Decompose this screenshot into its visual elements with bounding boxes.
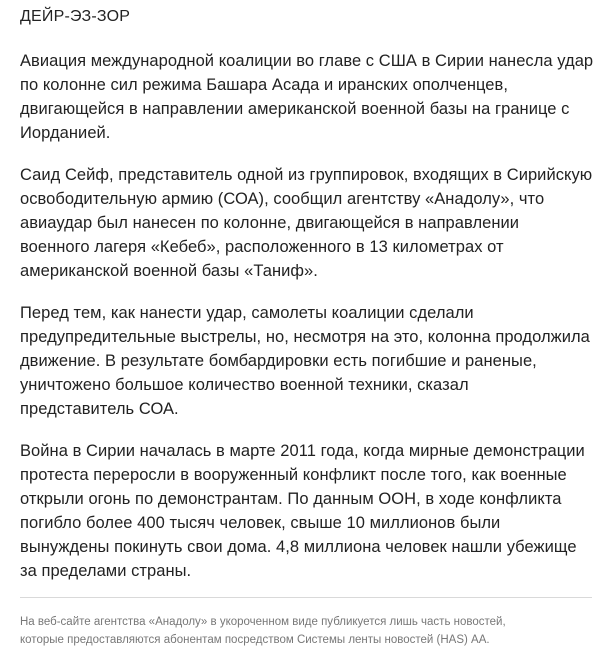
paragraph-line: по колонне сил режима Башара Асада и иранских ополченцев, — [20, 76, 508, 94]
footer-note-line: На веб-сайте агентства «Анадолу» в укороченном виде публикуется лишь часть новостей, — [20, 616, 506, 628]
paragraph-line: Война в Сирии началась в марте 2011 года, когда мирные демонстрации — [20, 442, 585, 460]
article-paragraph-3 — [20, 301, 606, 421]
article-dateline: ДЕЙР-ЭЗ-ЗОР — [20, 8, 131, 25]
paragraph-line: Авиация международной коалиции во главе с США в Сирии нанесла удар — [20, 52, 594, 70]
article-paragraph-4 — [20, 439, 606, 583]
paragraph-line: уничтожено большое количество военной техники, сказал — [20, 376, 469, 394]
footer-note-line: которые предоставляются абонентам посредством Системы ленты новостей (HAS) АА. — [20, 634, 490, 646]
paragraph-line: вынуждены покинуть свои дома. 4,8 миллиона человек нашли убежище — [20, 538, 577, 556]
paragraph-line: предупредительные выстрелы, но, несмотря на это, колонна продолжила — [20, 328, 590, 346]
paragraph-line: погибло более 400 тысяч человек, свыше 10 миллионов были — [20, 514, 501, 532]
paragraph-line: освободительную армию (СОА), сообщил агентству «Анадолу», что — [20, 190, 545, 208]
paragraph-line: авиаудар был нанесен по колонне, двигающейся в направлении — [20, 214, 520, 232]
paragraph-line: представитель СОА. — [20, 400, 179, 418]
paragraph-line: открыли огонь по демонстрантам. По данным ООН, в ходе конфликта — [20, 490, 562, 508]
paragraph-line: американской военной базы «Таниф». — [20, 262, 318, 280]
paragraph-line: за пределами страны. — [20, 562, 192, 580]
article-paragraph-1 — [20, 49, 606, 145]
paragraph-line: Саид Сейф, представитель одной из группировок, входящих в Сирийскую — [20, 166, 593, 184]
paragraph-line: военного лагеря «Кебеб», расположенного в 13 километрах от — [20, 238, 504, 256]
paragraph-line: Перед тем, как нанести удар, самолеты коалиции сделали — [20, 304, 474, 322]
paragraph-line: Иорданией. — [20, 124, 111, 142]
paragraph-line: двигающейся в направлении американской военной базы на границе с — [20, 100, 570, 118]
paragraph-line: движение. В результате бомбардировки есть погибшие и раненые, — [20, 352, 537, 370]
article-body — [20, 6, 606, 601]
paragraph-line: протеста переросли в вооруженный конфликт после того, как военные — [20, 466, 567, 484]
footer-divider — [20, 597, 592, 598]
article-paragraph-2 — [20, 163, 606, 283]
footer-note — [20, 613, 606, 649]
